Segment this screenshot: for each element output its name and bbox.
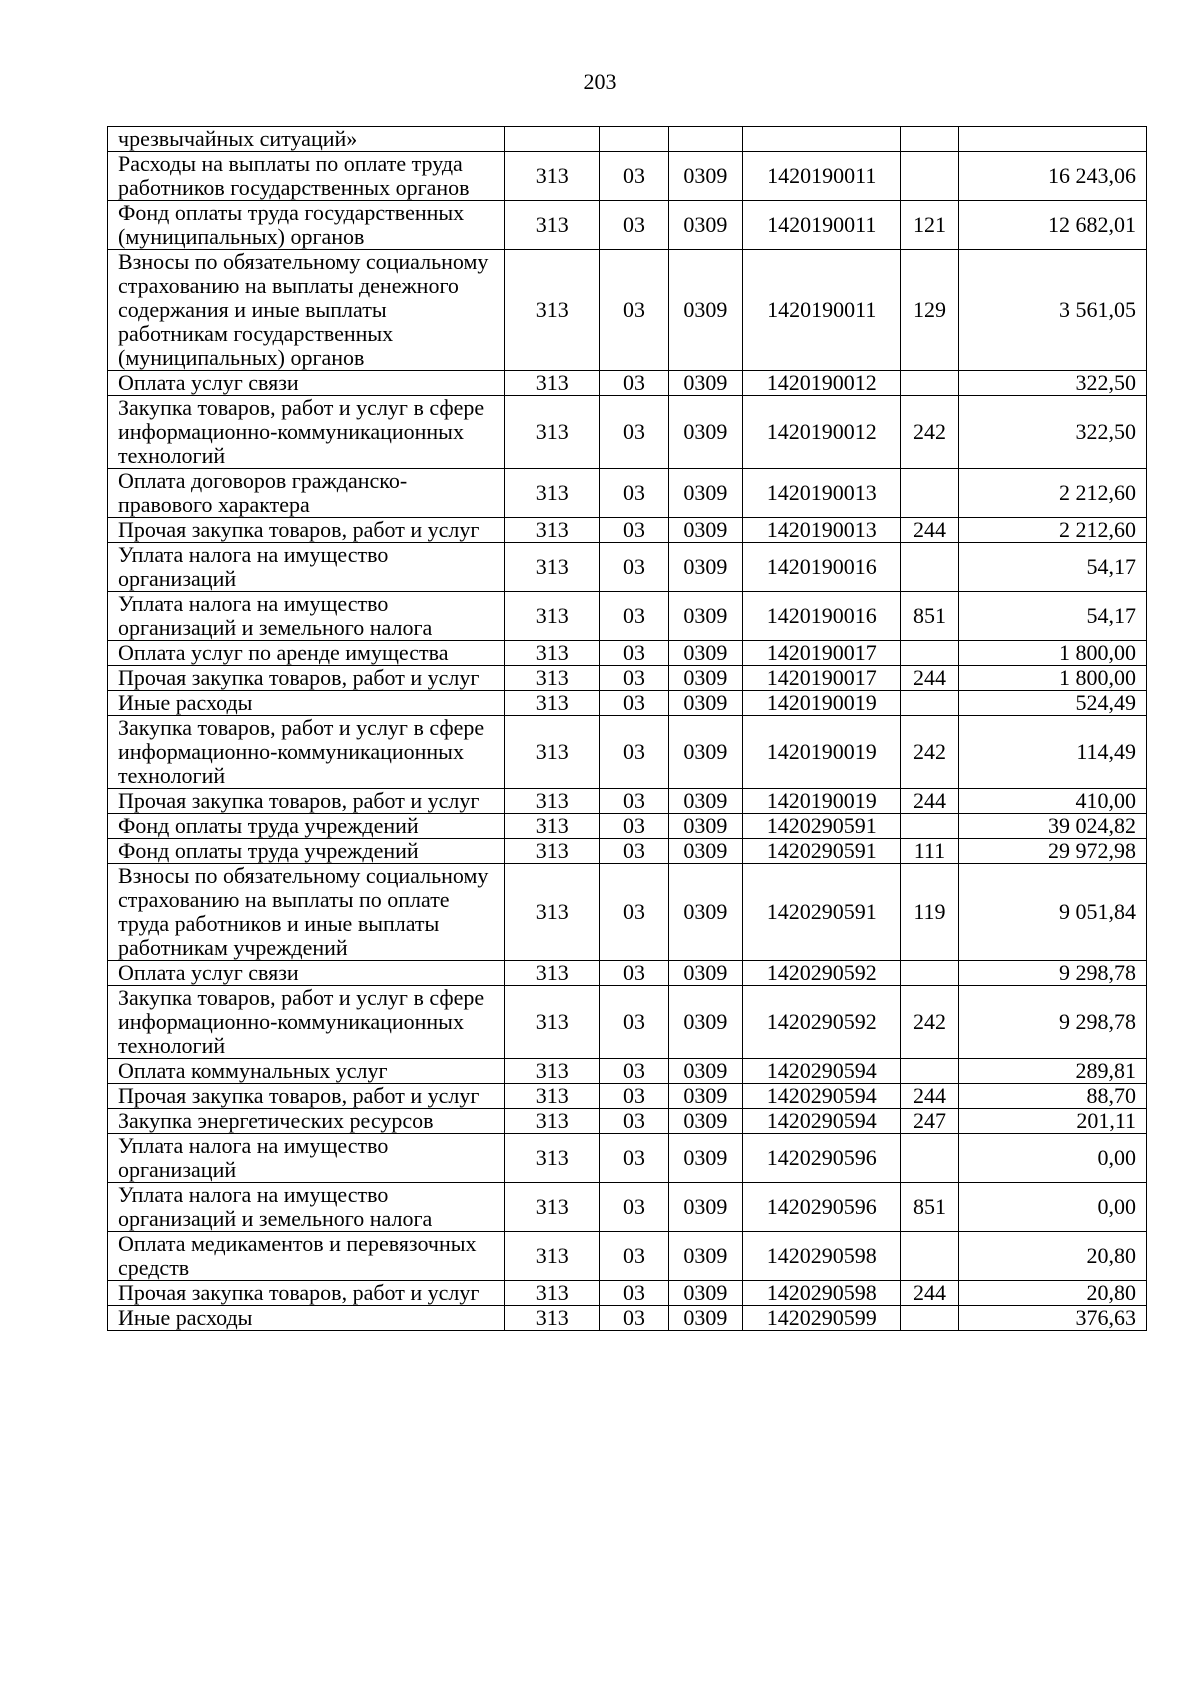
row-target-article — [743, 127, 901, 152]
row-amount: 20,80 — [958, 1281, 1146, 1306]
row-target-article: 1420290591 — [743, 864, 901, 961]
row-description: Взносы по обязательному социальному страхованию на выплаты денежного содержания и иные выплаты работникам государственных (муниципальных) органов — [108, 250, 505, 371]
table-row — [108, 864, 1147, 961]
table-row — [108, 716, 1147, 789]
row-admin-code: 313 — [505, 961, 600, 986]
row-amount: 20,80 — [958, 1232, 1146, 1281]
row-amount: 1 800,00 — [958, 641, 1146, 666]
row-subsection: 0309 — [668, 961, 743, 986]
row-description: Закупка энергетических ресурсов — [108, 1109, 505, 1134]
row-subsection: 0309 — [668, 986, 743, 1059]
row-description: Оплата услуг связи — [108, 961, 505, 986]
row-amount: 289,81 — [958, 1059, 1146, 1084]
row-section: 03 — [600, 371, 668, 396]
row-description: Закупка товаров, работ и услуг в сфере информационно-коммуникационных технологий — [108, 716, 505, 789]
table-row — [108, 666, 1147, 691]
table-row — [108, 1232, 1147, 1281]
row-description: Оплата договоров гражданско-правового характера — [108, 469, 505, 518]
row-target-article: 1420190013 — [743, 518, 901, 543]
row-expense-type — [901, 1059, 958, 1084]
row-target-article: 1420290596 — [743, 1134, 901, 1183]
row-expense-type — [901, 641, 958, 666]
row-description: Иные расходы — [108, 1306, 505, 1331]
row-amount: 9 298,78 — [958, 986, 1146, 1059]
row-target-article: 1420290592 — [743, 961, 901, 986]
row-description: Расходы на выплаты по оплате труда работников государственных органов — [108, 152, 505, 201]
row-expense-type: 242 — [901, 716, 958, 789]
table-row — [108, 152, 1147, 201]
row-subsection: 0309 — [668, 839, 743, 864]
table-row — [108, 201, 1147, 250]
row-subsection: 0309 — [668, 814, 743, 839]
row-amount: 376,63 — [958, 1306, 1146, 1331]
row-section: 03 — [600, 986, 668, 1059]
table-row — [108, 839, 1147, 864]
row-expense-type: 121 — [901, 201, 958, 250]
row-expense-type: 851 — [901, 1183, 958, 1232]
budget-table — [107, 126, 1147, 1331]
row-expense-type — [901, 371, 958, 396]
row-section: 03 — [600, 1059, 668, 1084]
row-section: 03 — [600, 250, 668, 371]
row-admin-code: 313 — [505, 691, 600, 716]
row-amount: 3 561,05 — [958, 250, 1146, 371]
table-row — [108, 592, 1147, 641]
row-admin-code: 313 — [505, 543, 600, 592]
row-target-article: 1420190017 — [743, 641, 901, 666]
row-description: Иные расходы — [108, 691, 505, 716]
row-subsection: 0309 — [668, 592, 743, 641]
row-subsection: 0309 — [668, 371, 743, 396]
row-section: 03 — [600, 961, 668, 986]
row-expense-type: 247 — [901, 1109, 958, 1134]
row-target-article: 1420290594 — [743, 1109, 901, 1134]
row-target-article: 1420190019 — [743, 691, 901, 716]
row-expense-type — [901, 543, 958, 592]
row-description: Оплата коммунальных услуг — [108, 1059, 505, 1084]
row-expense-type — [901, 961, 958, 986]
row-subsection: 0309 — [668, 1232, 743, 1281]
row-section: 03 — [600, 789, 668, 814]
row-description: Уплата налога на имущество организаций и земельного налога — [108, 592, 505, 641]
row-admin-code: 313 — [505, 1183, 600, 1232]
row-target-article: 1420290594 — [743, 1059, 901, 1084]
row-expense-type: 242 — [901, 986, 958, 1059]
row-admin-code: 313 — [505, 371, 600, 396]
row-section: 03 — [600, 201, 668, 250]
row-admin-code: 313 — [505, 1232, 600, 1281]
row-admin-code: 313 — [505, 789, 600, 814]
row-description: Уплата налога на имущество организаций — [108, 1134, 505, 1183]
row-section: 03 — [600, 1232, 668, 1281]
row-expense-type — [901, 1134, 958, 1183]
row-admin-code: 313 — [505, 396, 600, 469]
row-subsection: 0309 — [668, 1059, 743, 1084]
row-amount: 524,49 — [958, 691, 1146, 716]
table-row — [108, 1109, 1147, 1134]
row-target-article: 1420190016 — [743, 592, 901, 641]
row-section: 03 — [600, 1183, 668, 1232]
row-section: 03 — [600, 152, 668, 201]
row-description: чрезвычайных ситуаций» — [108, 127, 505, 152]
row-target-article: 1420190012 — [743, 396, 901, 469]
row-subsection: 0309 — [668, 396, 743, 469]
row-admin-code: 313 — [505, 814, 600, 839]
row-description: Уплата налога на имущество организаций и земельного налога — [108, 1183, 505, 1232]
row-amount: 9 051,84 — [958, 864, 1146, 961]
row-subsection: 0309 — [668, 1281, 743, 1306]
row-admin-code: 313 — [505, 716, 600, 789]
row-amount: 0,00 — [958, 1134, 1146, 1183]
table-row — [108, 469, 1147, 518]
row-description: Фонд оплаты труда учреждений — [108, 839, 505, 864]
row-target-article: 1420190019 — [743, 789, 901, 814]
row-admin-code: 313 — [505, 518, 600, 543]
row-expense-type: 111 — [901, 839, 958, 864]
row-subsection: 0309 — [668, 1306, 743, 1331]
row-subsection: 0309 — [668, 1183, 743, 1232]
row-expense-type — [901, 469, 958, 518]
page-number: 203 — [583, 69, 617, 94]
row-subsection: 0309 — [668, 1134, 743, 1183]
row-description: Закупка товаров, работ и услуг в сфере информационно-коммуникационных технологий — [108, 396, 505, 469]
row-expense-type: 244 — [901, 789, 958, 814]
row-target-article: 1420190016 — [743, 543, 901, 592]
row-section: 03 — [600, 396, 668, 469]
row-subsection: 0309 — [668, 789, 743, 814]
row-admin-code: 313 — [505, 592, 600, 641]
row-expense-type: 119 — [901, 864, 958, 961]
table-row — [108, 1306, 1147, 1331]
row-subsection: 0309 — [668, 641, 743, 666]
row-description: Уплата налога на имущество организаций — [108, 543, 505, 592]
row-amount — [958, 127, 1146, 152]
row-target-article: 1420190017 — [743, 666, 901, 691]
row-target-article: 1420290599 — [743, 1306, 901, 1331]
row-target-article: 1420190019 — [743, 716, 901, 789]
row-description: Оплата услуг по аренде имущества — [108, 641, 505, 666]
table-row — [108, 543, 1147, 592]
row-admin-code: 313 — [505, 1134, 600, 1183]
table-row — [108, 789, 1147, 814]
row-amount: 12 682,01 — [958, 201, 1146, 250]
row-amount: 322,50 — [958, 396, 1146, 469]
row-amount: 322,50 — [958, 371, 1146, 396]
row-section: 03 — [600, 469, 668, 518]
row-expense-type — [901, 152, 958, 201]
row-target-article: 1420290598 — [743, 1281, 901, 1306]
row-target-article: 1420290594 — [743, 1084, 901, 1109]
row-subsection: 0309 — [668, 201, 743, 250]
row-description: Прочая закупка товаров, работ и услуг — [108, 1084, 505, 1109]
table-row — [108, 1084, 1147, 1109]
row-section: 03 — [600, 518, 668, 543]
row-amount: 0,00 — [958, 1183, 1146, 1232]
row-subsection: 0309 — [668, 518, 743, 543]
row-expense-type: 129 — [901, 250, 958, 371]
row-amount: 2 212,60 — [958, 469, 1146, 518]
row-section: 03 — [600, 839, 668, 864]
row-subsection: 0309 — [668, 543, 743, 592]
row-section: 03 — [600, 814, 668, 839]
row-expense-type: 244 — [901, 1084, 958, 1109]
row-description: Фонд оплаты труда государственных (муниципальных) органов — [108, 201, 505, 250]
row-admin-code: 313 — [505, 1306, 600, 1331]
table-row — [108, 691, 1147, 716]
row-target-article: 1420290596 — [743, 1183, 901, 1232]
row-subsection: 0309 — [668, 1084, 743, 1109]
row-admin-code: 313 — [505, 201, 600, 250]
row-admin-code: 313 — [505, 864, 600, 961]
row-admin-code: 313 — [505, 839, 600, 864]
row-section: 03 — [600, 592, 668, 641]
table-row — [108, 127, 1147, 152]
row-target-article: 1420190011 — [743, 250, 901, 371]
row-admin-code: 313 — [505, 1084, 600, 1109]
table-row — [108, 518, 1147, 543]
row-section: 03 — [600, 1306, 668, 1331]
row-subsection — [668, 127, 743, 152]
row-description: Оплата услуг связи — [108, 371, 505, 396]
row-expense-type — [901, 691, 958, 716]
row-description: Прочая закупка товаров, работ и услуг — [108, 666, 505, 691]
table-row — [108, 1281, 1147, 1306]
row-section: 03 — [600, 864, 668, 961]
row-subsection: 0309 — [668, 469, 743, 518]
row-expense-type — [901, 1306, 958, 1331]
row-amount: 54,17 — [958, 592, 1146, 641]
row-section: 03 — [600, 1281, 668, 1306]
table-row — [108, 986, 1147, 1059]
row-subsection: 0309 — [668, 691, 743, 716]
row-target-article: 1420190012 — [743, 371, 901, 396]
row-expense-type: 242 — [901, 396, 958, 469]
row-target-article: 1420190011 — [743, 152, 901, 201]
row-expense-type: 244 — [901, 666, 958, 691]
row-admin-code: 313 — [505, 152, 600, 201]
row-section: 03 — [600, 543, 668, 592]
row-amount: 29 972,98 — [958, 839, 1146, 864]
row-subsection: 0309 — [668, 152, 743, 201]
row-section: 03 — [600, 666, 668, 691]
row-admin-code: 313 — [505, 666, 600, 691]
table-row — [108, 1059, 1147, 1084]
row-description: Прочая закупка товаров, работ и услуг — [108, 789, 505, 814]
row-amount: 9 298,78 — [958, 961, 1146, 986]
row-description: Прочая закупка товаров, работ и услуг — [108, 1281, 505, 1306]
row-admin-code: 313 — [505, 986, 600, 1059]
row-section — [600, 127, 668, 152]
row-target-article: 1420290592 — [743, 986, 901, 1059]
row-amount: 2 212,60 — [958, 518, 1146, 543]
row-section: 03 — [600, 691, 668, 716]
table-row — [108, 961, 1147, 986]
table-row — [108, 1134, 1147, 1183]
row-admin-code: 313 — [505, 469, 600, 518]
row-subsection: 0309 — [668, 250, 743, 371]
row-expense-type — [901, 1232, 958, 1281]
row-amount: 114,49 — [958, 716, 1146, 789]
row-expense-type — [901, 127, 958, 152]
table-row — [108, 371, 1147, 396]
row-amount: 16 243,06 — [958, 152, 1146, 201]
table-row — [108, 250, 1147, 371]
budget-table-body — [108, 127, 1147, 1331]
row-amount: 39 024,82 — [958, 814, 1146, 839]
table-row — [108, 396, 1147, 469]
row-target-article: 1420290598 — [743, 1232, 901, 1281]
row-amount: 410,00 — [958, 789, 1146, 814]
row-admin-code: 313 — [505, 1059, 600, 1084]
row-subsection: 0309 — [668, 666, 743, 691]
row-description: Фонд оплаты труда учреждений — [108, 814, 505, 839]
row-admin-code: 313 — [505, 250, 600, 371]
row-section: 03 — [600, 1109, 668, 1134]
row-description: Прочая закупка товаров, работ и услуг — [108, 518, 505, 543]
row-admin-code — [505, 127, 600, 152]
row-admin-code: 313 — [505, 1109, 600, 1134]
row-expense-type: 851 — [901, 592, 958, 641]
row-target-article: 1420190013 — [743, 469, 901, 518]
row-section: 03 — [600, 1084, 668, 1109]
row-admin-code: 313 — [505, 1281, 600, 1306]
row-description: Оплата медикаментов и перевязочных средств — [108, 1232, 505, 1281]
row-amount: 1 800,00 — [958, 666, 1146, 691]
row-target-article: 1420190011 — [743, 201, 901, 250]
table-row — [108, 641, 1147, 666]
row-target-article: 1420290591 — [743, 839, 901, 864]
table-row — [108, 1183, 1147, 1232]
row-description: Закупка товаров, работ и услуг в сфере информационно-коммуникационных технологий — [108, 986, 505, 1059]
row-admin-code: 313 — [505, 641, 600, 666]
row-subsection: 0309 — [668, 864, 743, 961]
row-section: 03 — [600, 716, 668, 789]
row-amount: 88,70 — [958, 1084, 1146, 1109]
row-expense-type: 244 — [901, 1281, 958, 1306]
row-description: Взносы по обязательному социальному страхованию на выплаты по оплате труда работников и иные выплаты работникам учреждений — [108, 864, 505, 961]
row-target-article: 1420290591 — [743, 814, 901, 839]
row-expense-type — [901, 814, 958, 839]
row-expense-type: 244 — [901, 518, 958, 543]
table-row — [108, 814, 1147, 839]
row-section: 03 — [600, 1134, 668, 1183]
row-section: 03 — [600, 641, 668, 666]
row-subsection: 0309 — [668, 1109, 743, 1134]
row-amount: 54,17 — [958, 543, 1146, 592]
row-subsection: 0309 — [668, 716, 743, 789]
row-amount: 201,11 — [958, 1109, 1146, 1134]
